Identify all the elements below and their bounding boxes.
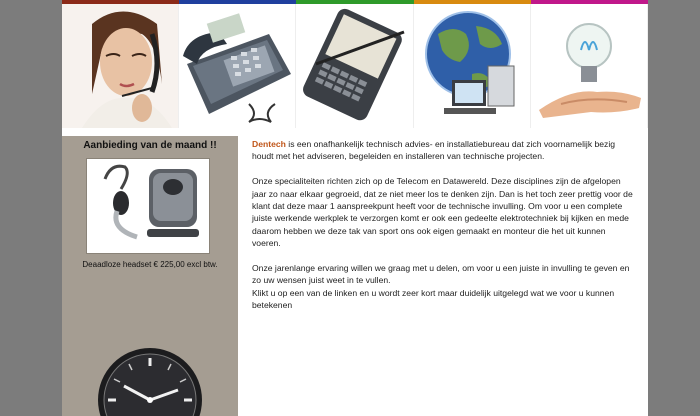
header-banner xyxy=(62,4,648,128)
intro-text: is een onafhankelijk technisch advies- en installatiebureau dat zich voornamelijk bezig houdt met het adviseren, begeleiden en installeren van technische projecten. xyxy=(252,139,616,162)
experience-paragraph xyxy=(252,262,636,312)
lightbulb-hand-image[interactable] xyxy=(531,4,648,128)
offer-title: Aanbieding van de maand !! xyxy=(83,140,217,151)
intro-paragraph xyxy=(252,138,636,163)
headset-product-image[interactable] xyxy=(86,158,210,254)
headset-operator-image[interactable] xyxy=(62,4,179,128)
brand-name: Dentech xyxy=(252,139,286,149)
page xyxy=(62,0,648,416)
experience-text: Onze jarenlange ervaring willen we graag met u delen, om voor u een juiste in invulling te geven en zo uw wensen juist weet in te vullen. xyxy=(252,263,630,286)
specialities-paragraph: Onze specialiteiten richten zich op de Telecom en Datawereld. Deze disciplines zijn de afgelopen jaar zo naar elkaar gegroeid, dat ze niet meer los te denken zijn. Dan is het toch zeer prettig voor de klant dat deze maar 1 aanspreekpunt heeft voor de technische invulling. Om voor u een complete juiste werkende werkplek te verzorgen komt er ook een gedeelte elektrotechniek bij kijken en mede daarom hebben we deze tak van sport ons ook eigen gemaakt en monteur die het uit kunnen voeren. xyxy=(252,176,633,249)
product-caption: Deaadloze headset € 225,00 excl btw. xyxy=(82,260,218,269)
offer-sidebar xyxy=(62,136,238,416)
pda-stylus-image[interactable] xyxy=(296,4,413,128)
clock-icon xyxy=(94,344,206,416)
desk-phone-image[interactable] xyxy=(179,4,296,128)
links-text: Klikt u op een van de linken en u wordt zeer kort maar duidelijk uitgelegd wat we voor u kunnen betekenen xyxy=(252,287,615,311)
main-content xyxy=(252,138,636,324)
globe-computer-image[interactable] xyxy=(414,4,531,128)
